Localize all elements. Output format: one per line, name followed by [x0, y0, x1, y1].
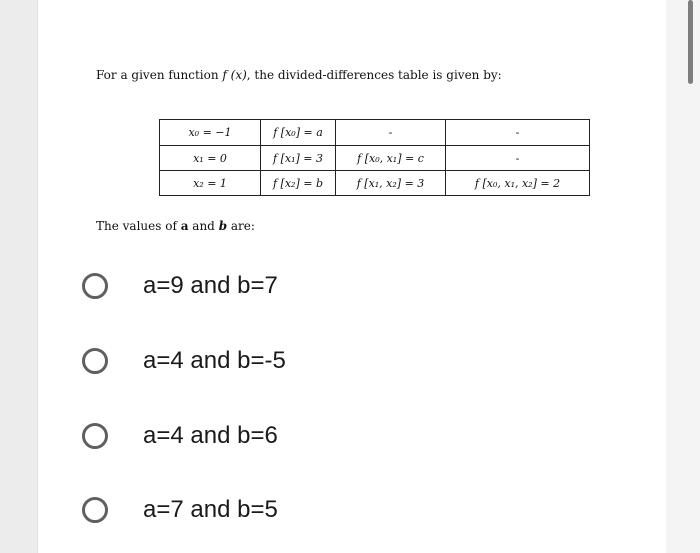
question-prefix: For a given function [96, 68, 223, 82]
table-row [160, 146, 590, 171]
values-prefix: The values of [96, 219, 181, 233]
scrollbar-track[interactable] [666, 0, 700, 553]
values-suffix: are: [227, 219, 255, 233]
table-cell: f [x₁, x₂] = 3 [336, 171, 446, 196]
table-cell: - [446, 120, 590, 146]
option-label: a=7 and b=5 [143, 496, 278, 523]
answer-option-2[interactable] [82, 344, 286, 378]
table-cell: f [x₀, x₁, x₂] = 2 [446, 171, 590, 196]
radio-button-icon[interactable] [82, 348, 108, 374]
answer-option-1[interactable] [82, 269, 278, 303]
option-label: a=9 and b=7 [143, 272, 278, 299]
radio-button-icon[interactable] [82, 273, 108, 299]
variable-a: a [180, 219, 189, 233]
answer-option-4[interactable] [82, 493, 278, 527]
table-cell: f [x₀, x₁] = c [336, 146, 446, 171]
radio-button-icon[interactable] [82, 423, 108, 449]
table-cell: f [x₁] = 3 [261, 146, 336, 171]
scrollbar-thumb[interactable] [688, 0, 693, 84]
table-cell: x₂ = 1 [160, 171, 261, 196]
option-label: a=4 and b=-5 [143, 347, 286, 374]
function-notation: f (x) [222, 68, 247, 82]
table-cell: - [446, 146, 590, 171]
values-mid: and [188, 219, 219, 233]
answer-option-3[interactable] [82, 419, 278, 453]
table-cell: f [x₂] = b [261, 171, 336, 196]
option-label: a=4 and b=6 [143, 422, 278, 449]
divided-differences-table [159, 119, 590, 196]
table-row [160, 120, 590, 146]
radio-button-icon[interactable] [82, 497, 108, 523]
question-text [96, 68, 502, 82]
table-cell: - [336, 120, 446, 146]
table-row [160, 171, 590, 196]
question-suffix: , the divided-differences table is given by: [246, 68, 502, 82]
table-cell: f [x₀] = a [261, 120, 336, 146]
table-cell: x₁ = 0 [160, 146, 261, 171]
values-prompt [96, 219, 255, 233]
variable-b: b [218, 219, 228, 233]
table-cell: x₀ = −1 [160, 120, 261, 146]
